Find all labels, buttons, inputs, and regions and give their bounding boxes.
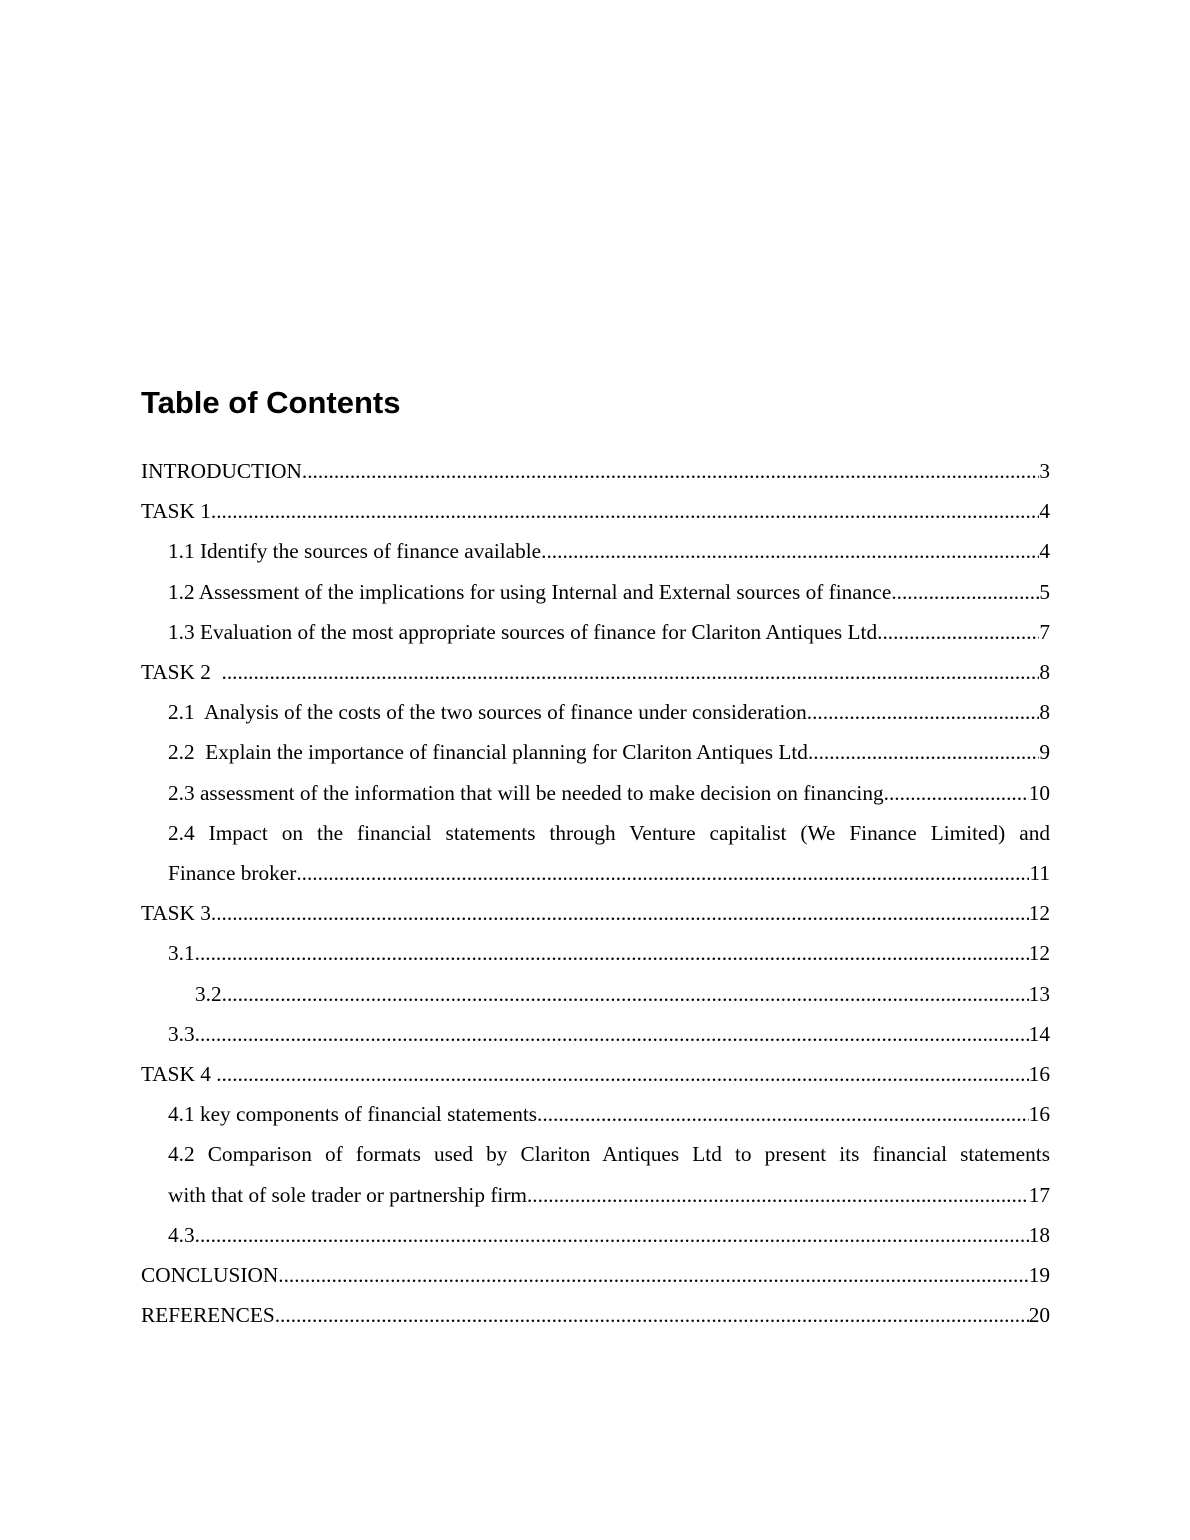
toc-page-number: 16 xyxy=(1028,1062,1050,1087)
toc-entry-task-4[interactable] xyxy=(141,1054,1050,1094)
toc-page-number: 20 xyxy=(1028,1303,1050,1328)
dot-leader xyxy=(222,974,1029,1014)
dot-leader xyxy=(216,1054,1028,1094)
toc-page-number: 12 xyxy=(1028,901,1050,926)
dot-leader xyxy=(884,773,1029,813)
toc-entry-text: 1.2 Assessment of the implications for using Internal and External sources of finance xyxy=(168,579,892,604)
toc-page-number: 8 xyxy=(1039,700,1050,725)
toc-entry-references[interactable] xyxy=(141,1295,1050,1335)
toc-entry-introduction[interactable] xyxy=(141,451,1050,491)
toc-entry-text-line2: Finance broker xyxy=(168,861,297,886)
toc-page-number: 7 xyxy=(1039,619,1050,644)
toc-entry-3-2[interactable] xyxy=(141,974,1050,1014)
toc-entry-text: TASK 3 xyxy=(141,901,211,926)
toc-entry-2-2[interactable] xyxy=(141,732,1050,772)
dot-leader xyxy=(278,1255,1028,1295)
toc-entry-text: 4.3 xyxy=(168,1222,195,1247)
toc-entry-line2 xyxy=(168,1175,1050,1215)
toc-entry-text: 1.1 Identify the sources of finance available xyxy=(168,539,542,564)
toc-entry-3-1[interactable] xyxy=(141,933,1050,973)
toc-entry-1-1[interactable] xyxy=(141,531,1050,571)
toc-page-number: 19 xyxy=(1028,1263,1050,1288)
toc-page-number: 11 xyxy=(1029,861,1050,886)
toc-page-number: 5 xyxy=(1039,579,1050,604)
dot-leader xyxy=(222,652,1040,692)
toc-page-number: 16 xyxy=(1028,1102,1050,1127)
dot-leader xyxy=(195,1215,1029,1255)
toc-page-number: 10 xyxy=(1028,780,1050,805)
toc-entry-text: 3.3 xyxy=(168,1021,195,1046)
toc-entry-4-3[interactable] xyxy=(141,1215,1050,1255)
toc-entry-text: 4.1 key components of financial statements xyxy=(168,1102,538,1127)
toc-entry-1-3[interactable] xyxy=(141,612,1050,652)
dot-leader xyxy=(541,531,1039,571)
toc-page-number: 4 xyxy=(1039,539,1050,564)
toc-page-number: 3 xyxy=(1039,459,1050,483)
toc-entry-text: TASK 1 xyxy=(141,499,211,524)
toc-entry-text-line2: with that of sole trader or partnership firm xyxy=(168,1182,527,1207)
toc-entry-2-1[interactable] xyxy=(141,692,1050,732)
toc-entry-text: 2.3 assessment of the information that will be needed to make decision on financing xyxy=(168,780,884,805)
dot-leader xyxy=(527,1175,1029,1215)
toc-entry-text-line1: 4.2 Comparison of formats used by Clariton Antiques Ltd to present its financial statements xyxy=(168,1142,1050,1167)
dot-leader xyxy=(211,491,1039,531)
toc-page-number: 18 xyxy=(1028,1222,1050,1247)
toc-page-number: 13 xyxy=(1028,981,1050,1006)
toc-heading: Table of Contents xyxy=(141,385,401,420)
toc-entry-text: 2.2 Explain the importance of financial planning for Clariton Antiques Ltd xyxy=(168,740,808,765)
toc-entry-text: 3.1 xyxy=(168,941,195,966)
dot-leader xyxy=(891,572,1039,612)
toc-entry-task-2[interactable] xyxy=(141,652,1050,692)
toc-entry-text: TASK 4 xyxy=(141,1062,217,1087)
toc-entry-2-3[interactable] xyxy=(141,773,1050,813)
dot-leader xyxy=(882,612,1039,652)
toc-page-number: 17 xyxy=(1028,1182,1050,1207)
toc-entry-4-1[interactable] xyxy=(141,1094,1050,1134)
toc-entry-task-3[interactable] xyxy=(141,893,1050,933)
dot-leader xyxy=(211,893,1029,933)
table-of-contents xyxy=(141,383,1050,1335)
toc-entry-text: 2.1 Analysis of the costs of the two sources of finance under consideration xyxy=(168,700,807,725)
toc-page-number: 9 xyxy=(1039,740,1050,765)
toc-page-number: 8 xyxy=(1039,660,1050,685)
toc-entry-text: CONCLUSION xyxy=(141,1263,279,1288)
dot-leader xyxy=(296,853,1029,893)
dot-leader xyxy=(195,933,1029,973)
toc-entry-text: 1.3 Evaluation of the most appropriate sources of finance for Clariton Antiques Ltd. xyxy=(168,619,883,644)
dot-leader xyxy=(275,1295,1029,1335)
toc-list xyxy=(141,451,1050,1335)
toc-entry-conclusion[interactable] xyxy=(141,1255,1050,1295)
toc-page-number: 4 xyxy=(1039,499,1050,524)
toc-entry-text: 3.2 xyxy=(195,981,222,1006)
dot-leader xyxy=(537,1094,1029,1134)
toc-entry-text: REFERENCES xyxy=(141,1303,275,1328)
dot-leader xyxy=(808,732,1039,772)
toc-entry-2-4[interactable] xyxy=(141,813,1050,893)
dot-leader xyxy=(195,1014,1029,1054)
dot-leader xyxy=(302,451,1039,491)
dot-leader xyxy=(807,692,1040,732)
toc-entry-text-line1: 2.4 Impact on the financial statements through Venture capitalist (We Finance Limited) and xyxy=(168,820,1050,845)
toc-entry-text: INTRODUCTION xyxy=(141,459,302,483)
toc-page-number: 14 xyxy=(1028,1021,1050,1046)
toc-page-number: 12 xyxy=(1028,941,1050,966)
toc-entry-1-2[interactable] xyxy=(141,572,1050,612)
toc-entry-4-2[interactable] xyxy=(141,1134,1050,1214)
toc-entry-text: TASK 2 xyxy=(141,660,222,685)
toc-entry-3-3[interactable] xyxy=(141,1014,1050,1054)
toc-entry-line2 xyxy=(168,853,1050,893)
toc-entry-task-1[interactable] xyxy=(141,491,1050,531)
